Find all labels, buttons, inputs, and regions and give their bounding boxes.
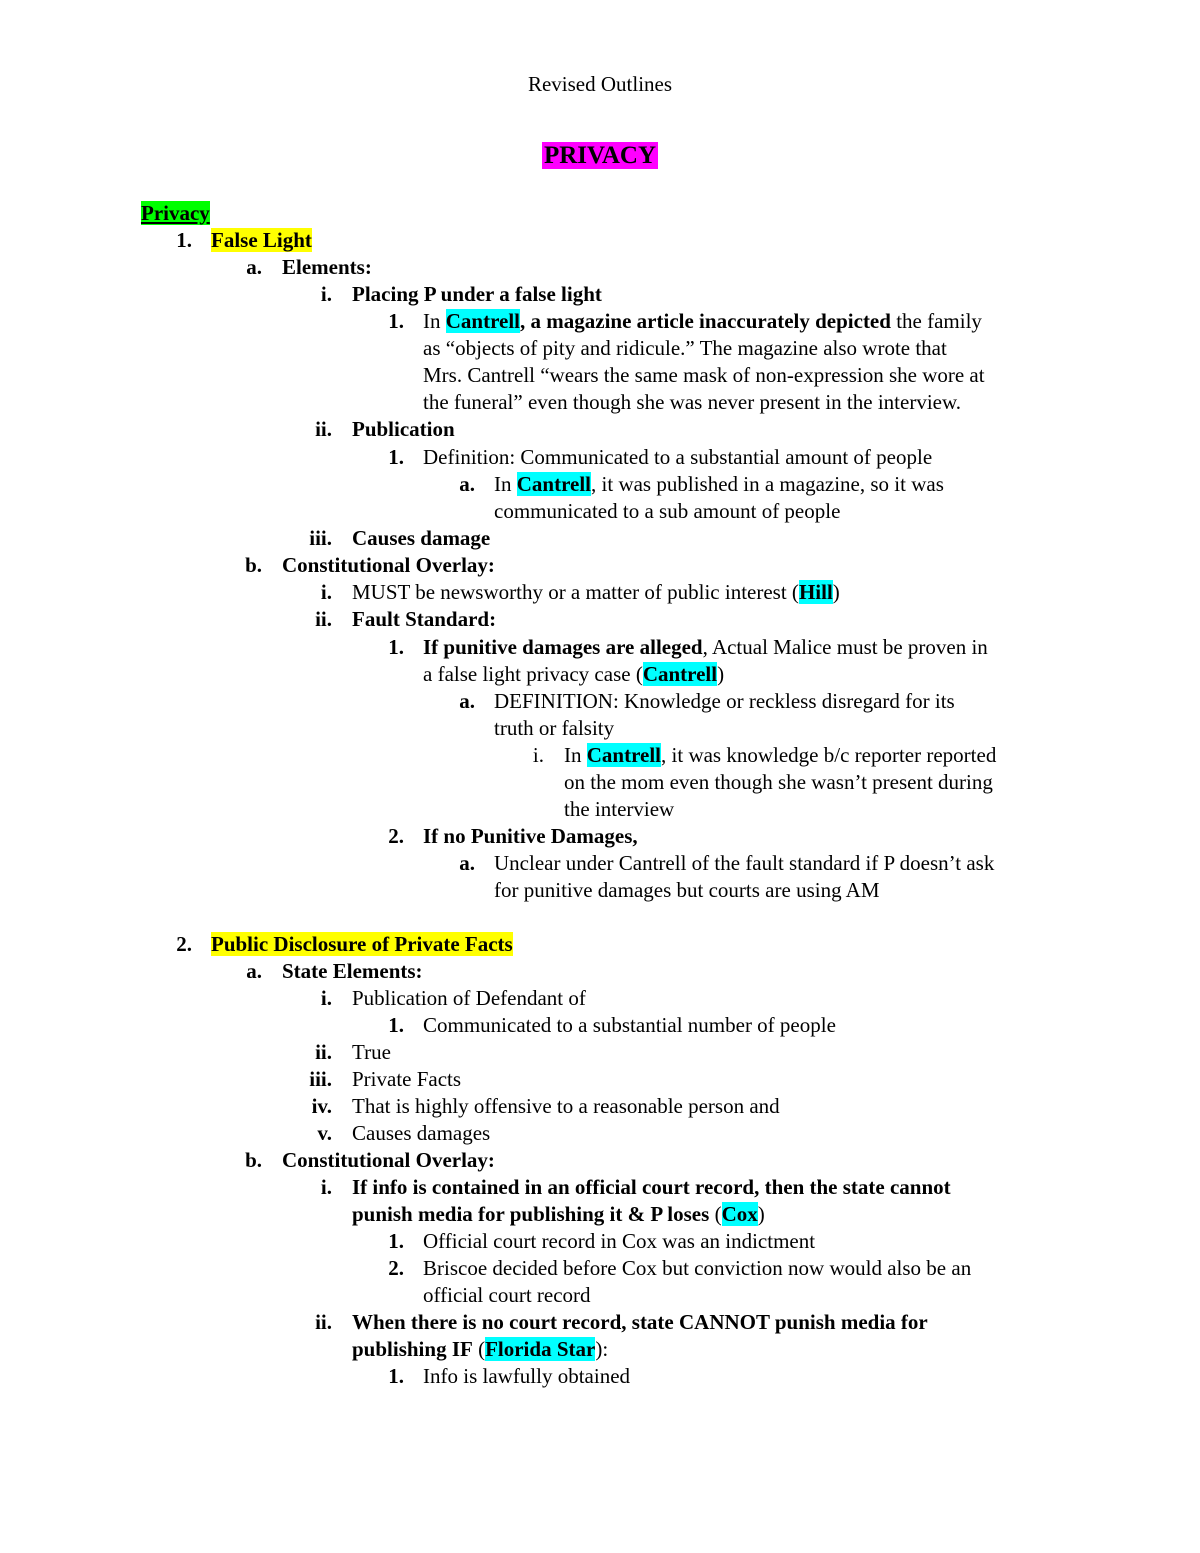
text-span: ( xyxy=(709,1202,722,1226)
outline-heading: If info is contained in an official court record, then the state cannot xyxy=(352,1175,951,1199)
outline-text xyxy=(423,661,724,688)
text-span: In xyxy=(423,309,446,333)
text-span: ) xyxy=(832,580,840,604)
text-span: ( xyxy=(472,1337,486,1361)
list-marker: b. xyxy=(245,553,262,577)
list-marker: a. xyxy=(246,959,262,983)
list-marker: a. xyxy=(459,689,475,713)
outline-text: truth or falsity xyxy=(494,716,615,740)
outline-text: Mrs. Cantrell “wears the same mask of non-expression she wore at xyxy=(423,363,985,387)
outline-text: Info is lawfully obtained xyxy=(423,1364,631,1388)
bold-text: publishing IF xyxy=(352,1337,473,1361)
section-heading xyxy=(141,200,210,227)
list-marker: iii. xyxy=(309,526,332,550)
case-name: Cantrell xyxy=(445,309,521,333)
list-marker: i. xyxy=(320,580,332,604)
outline-text: Unclear under Cantrell of the fault standard if P doesn’t ask xyxy=(494,851,995,875)
list-marker: i. xyxy=(320,1175,332,1199)
list-marker: 2. xyxy=(388,1256,404,1280)
outline-heading: When there is no court record, state CANNOT punish media for xyxy=(352,1310,928,1334)
text-span: , Actual Malice must be proven in xyxy=(702,635,988,659)
outline-heading: Publication xyxy=(352,417,455,441)
outline-heading: If no Punitive Damages, xyxy=(423,824,638,848)
outline-heading: Constitutional Overlay: xyxy=(282,1148,495,1172)
outline-heading: State Elements: xyxy=(282,959,423,983)
outline-text: That is highly offensive to a reasonable person and xyxy=(352,1094,780,1118)
outline-text: the interview xyxy=(564,797,675,821)
list-marker: i. xyxy=(320,986,332,1010)
outline-text: True xyxy=(352,1040,391,1064)
bold-text: punish media for publishing it & P loses xyxy=(352,1202,710,1226)
outline-text: DEFINITION: Knowledge or reckless disregard for its xyxy=(494,689,955,713)
outline-text: on the mom even though she wasn’t present during xyxy=(564,770,993,794)
outline-text xyxy=(494,471,944,498)
list-marker: ii. xyxy=(315,607,332,631)
text-span: , it was published in a magazine, so it was xyxy=(591,472,944,496)
list-marker: 1. xyxy=(176,228,192,252)
list-marker: iii. xyxy=(309,1067,332,1091)
outline-text: Communicated to a substantial number of people xyxy=(423,1013,836,1037)
title-wrap xyxy=(0,142,1200,170)
document-header: Revised Outlines xyxy=(527,72,673,96)
list-marker: v. xyxy=(317,1121,332,1145)
outline-heading: Fault Standard: xyxy=(352,607,497,631)
outline-text: Causes damages xyxy=(352,1121,491,1145)
list-marker: 1. xyxy=(388,635,404,659)
list-marker: 1. xyxy=(388,445,404,469)
list-marker: ii. xyxy=(315,1310,332,1334)
section-label: Privacy xyxy=(141,201,210,225)
list-marker: a. xyxy=(459,472,475,496)
list-marker: 1. xyxy=(388,1364,404,1388)
topic-heading xyxy=(211,227,312,254)
outline-text xyxy=(352,1201,765,1228)
case-name: Cox xyxy=(721,1202,758,1226)
outline-text: as “objects of pity and ridicule.” The magazine also wrote that xyxy=(423,336,947,360)
bold-text: If punitive damages are alleged xyxy=(423,635,703,659)
list-marker: 1. xyxy=(388,1229,404,1253)
outline-heading: Constitutional Overlay: xyxy=(282,553,495,577)
outline-text: Official court record in Cox was an indictment xyxy=(423,1229,816,1253)
case-name: Cantrell xyxy=(586,743,662,767)
page-title: PRIVACY xyxy=(543,142,657,169)
list-marker: i. xyxy=(532,743,544,767)
text-span: the family xyxy=(890,309,982,333)
outline-heading: Elements: xyxy=(282,255,372,279)
outline-text: Private Facts xyxy=(352,1067,462,1091)
outline-text xyxy=(352,579,840,606)
text-span: ) xyxy=(717,662,725,686)
list-marker: a. xyxy=(459,851,475,875)
text-span: ): xyxy=(595,1337,609,1361)
outline-text: the funeral” even though she was never present in the interview. xyxy=(423,390,962,414)
case-name: Hill xyxy=(798,580,833,604)
topic-label: Public Disclosure of Private Facts xyxy=(211,932,513,956)
list-marker: i. xyxy=(320,282,332,306)
outline-text: communicated to a sub amount of people xyxy=(494,499,841,523)
list-marker: 2. xyxy=(388,824,404,848)
outline-text: Briscoe decided before Cox but conviction now would also be an xyxy=(423,1256,972,1280)
outline-text: Definition: Communicated to a substantial amount of people xyxy=(423,445,933,469)
text-span: MUST be newsworthy or a matter of public interest ( xyxy=(352,580,799,604)
outline-text: for punitive damages but courts are using AM xyxy=(494,878,880,902)
text-span: In xyxy=(494,472,517,496)
outline-text: official court record xyxy=(423,1283,591,1307)
outline-heading: Placing P under a false light xyxy=(352,282,602,306)
case-name: Florida Star xyxy=(485,1337,596,1361)
list-marker: 1. xyxy=(388,1013,404,1037)
bold-text: , a magazine article inaccurately depicted xyxy=(520,309,891,333)
topic-label: False Light xyxy=(211,228,312,252)
outline-heading: Causes damage xyxy=(352,526,491,550)
list-marker: 2. xyxy=(176,932,192,956)
topic-heading xyxy=(211,931,513,958)
list-marker: ii. xyxy=(315,417,332,441)
text-span: ) xyxy=(757,1202,765,1226)
outline-text xyxy=(423,634,988,661)
list-marker: 1. xyxy=(388,309,404,333)
outline-text xyxy=(423,308,982,335)
list-marker: iv. xyxy=(311,1094,332,1118)
outline-text: Publication of Defendant of xyxy=(352,986,586,1010)
outline-text xyxy=(352,1336,608,1363)
list-marker: a. xyxy=(246,255,262,279)
case-name: Cantrell xyxy=(642,662,718,686)
text-span: In xyxy=(564,743,587,767)
outline-text xyxy=(564,742,996,769)
list-marker: b. xyxy=(245,1148,262,1172)
text-span: a false light privacy case ( xyxy=(423,662,643,686)
list-marker: ii. xyxy=(315,1040,332,1064)
case-name: Cantrell xyxy=(516,472,592,496)
text-span: , it was knowledge b/c reporter reported xyxy=(661,743,997,767)
